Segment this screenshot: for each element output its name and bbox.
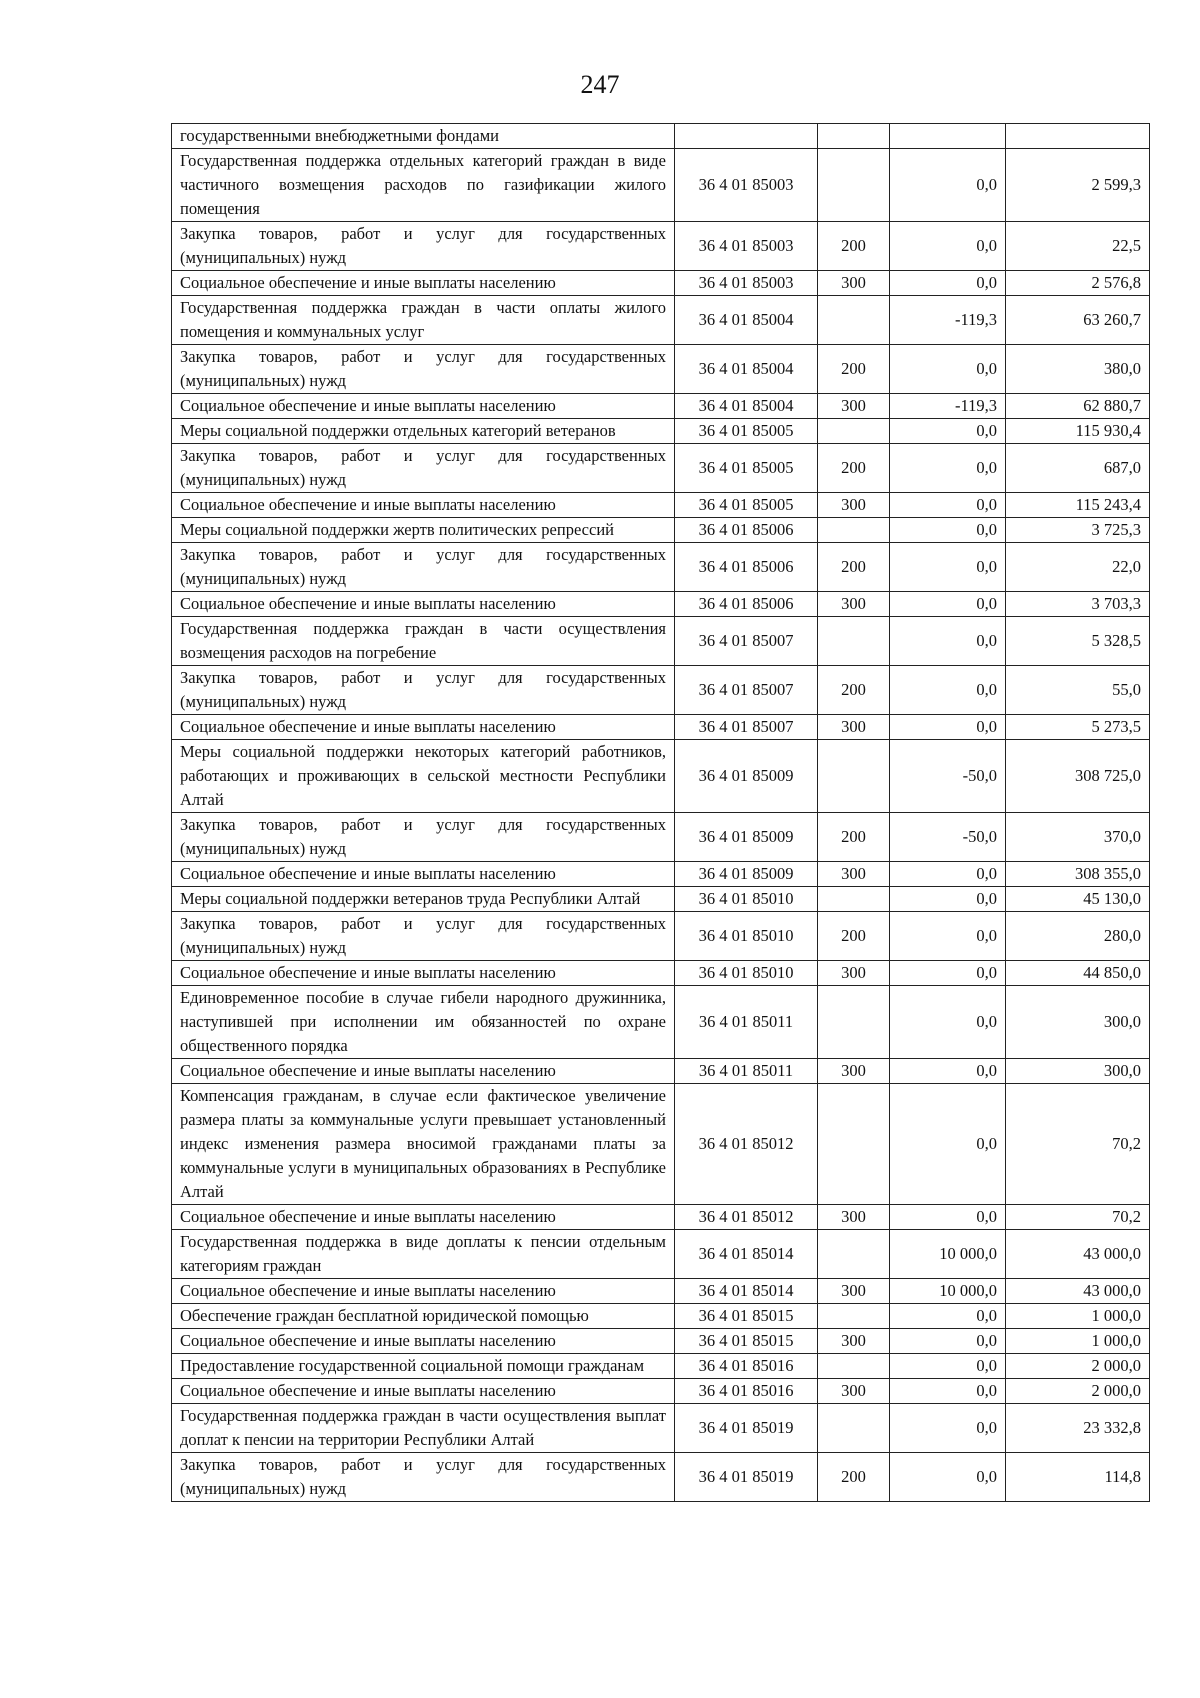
table-row [172,1205,1150,1230]
row-expense-type-cell: 200 [818,666,890,715]
row-code-cell: 36 4 01 85003 [675,149,818,222]
row-change-amount-cell: 0,0 [890,493,1006,518]
table-row [172,1453,1150,1502]
row-total-amount-cell: 70,2 [1006,1205,1150,1230]
row-name-cell: Единовременное пособие в случае гибели народного дружинника, наступившей при исполнении им обязанностей по охране общественного порядка [172,986,675,1059]
row-code-cell [675,124,818,149]
row-expense-type-cell: 300 [818,1329,890,1354]
table-row [172,444,1150,493]
row-code-cell: 36 4 01 85011 [675,1059,818,1084]
row-name-cell: Предоставление государственной социальной помощи гражданам [172,1354,675,1379]
row-code-cell: 36 4 01 85005 [675,444,818,493]
row-code-cell: 36 4 01 85005 [675,493,818,518]
table-row [172,887,1150,912]
row-change-amount-cell: 0,0 [890,1205,1006,1230]
row-code-cell: 36 4 01 85009 [675,740,818,813]
row-name-cell: Социальное обеспечение и иные выплаты населению [172,1379,675,1404]
row-change-amount-cell: 0,0 [890,666,1006,715]
row-change-amount-cell: -119,3 [890,394,1006,419]
row-total-amount-cell: 280,0 [1006,912,1150,961]
row-change-amount-cell: 0,0 [890,961,1006,986]
row-change-amount-cell: 0,0 [890,592,1006,617]
row-name-cell: Государственная поддержка в виде доплаты к пенсии отдельным категориям граждан [172,1230,675,1279]
row-expense-type-cell: 200 [818,345,890,394]
row-name-cell: Обеспечение граждан бесплатной юридической помощью [172,1304,675,1329]
row-total-amount-cell: 2 000,0 [1006,1354,1150,1379]
row-total-amount-cell: 43 000,0 [1006,1279,1150,1304]
row-change-amount-cell: 0,0 [890,862,1006,887]
row-name-cell: Социальное обеспечение и иные выплаты населению [172,1279,675,1304]
row-change-amount-cell: 0,0 [890,1453,1006,1502]
row-total-amount-cell [1006,124,1150,149]
row-total-amount-cell: 43 000,0 [1006,1230,1150,1279]
row-change-amount-cell: 0,0 [890,222,1006,271]
table-row [172,1230,1150,1279]
row-change-amount-cell: 0,0 [890,1304,1006,1329]
row-name-cell: Закупка товаров, работ и услуг для государственных (муниципальных) нужд [172,1453,675,1502]
row-total-amount-cell: 308 355,0 [1006,862,1150,887]
row-total-amount-cell: 22,5 [1006,222,1150,271]
row-code-cell: 36 4 01 85009 [675,862,818,887]
row-name-cell: Социальное обеспечение и иные выплаты населению [172,715,675,740]
row-expense-type-cell [818,149,890,222]
row-name-cell: Меры социальной поддержки отдельных категорий ветеранов [172,419,675,444]
row-name-cell: государственными внебюджетными фондами [172,124,675,149]
table-row [172,493,1150,518]
table-row [172,296,1150,345]
row-expense-type-cell [818,1354,890,1379]
row-expense-type-cell: 300 [818,862,890,887]
table-row [172,986,1150,1059]
row-expense-type-cell: 300 [818,715,890,740]
row-expense-type-cell [818,419,890,444]
row-total-amount-cell: 1 000,0 [1006,1329,1150,1354]
row-total-amount-cell: 115 930,4 [1006,419,1150,444]
row-total-amount-cell: 5 273,5 [1006,715,1150,740]
row-total-amount-cell: 2 576,8 [1006,271,1150,296]
row-name-cell: Закупка товаров, работ и услуг для государственных (муниципальных) нужд [172,345,675,394]
row-total-amount-cell: 5 328,5 [1006,617,1150,666]
row-expense-type-cell [818,740,890,813]
row-name-cell: Закупка товаров, работ и услуг для государственных (муниципальных) нужд [172,813,675,862]
row-change-amount-cell: 0,0 [890,1379,1006,1404]
row-code-cell: 36 4 01 85007 [675,666,818,715]
row-change-amount-cell: 0,0 [890,419,1006,444]
row-code-cell: 36 4 01 85012 [675,1084,818,1205]
row-code-cell: 36 4 01 85006 [675,543,818,592]
row-code-cell: 36 4 01 85006 [675,592,818,617]
row-change-amount-cell [890,124,1006,149]
table-row [172,394,1150,419]
row-total-amount-cell: 2 000,0 [1006,1379,1150,1404]
row-total-amount-cell: 114,8 [1006,1453,1150,1502]
table-row [172,1059,1150,1084]
row-expense-type-cell [818,887,890,912]
table-row [172,1354,1150,1379]
row-change-amount-cell: 0,0 [890,986,1006,1059]
row-total-amount-cell: 63 260,7 [1006,296,1150,345]
row-name-cell: Государственная поддержка граждан в части осуществления выплат доплат к пенсии на территории Республики Алтай [172,1404,675,1453]
row-change-amount-cell: 0,0 [890,543,1006,592]
row-total-amount-cell: 380,0 [1006,345,1150,394]
row-name-cell: Социальное обеспечение и иные выплаты населению [172,592,675,617]
table-row [172,1279,1150,1304]
row-code-cell: 36 4 01 85003 [675,222,818,271]
row-total-amount-cell: 45 130,0 [1006,887,1150,912]
row-total-amount-cell: 55,0 [1006,666,1150,715]
row-change-amount-cell: 0,0 [890,1404,1006,1453]
row-name-cell: Социальное обеспечение и иные выплаты населению [172,493,675,518]
row-expense-type-cell: 200 [818,222,890,271]
row-expense-type-cell: 300 [818,271,890,296]
budget-table [171,123,1150,1502]
row-expense-type-cell [818,1304,890,1329]
row-code-cell: 36 4 01 85006 [675,518,818,543]
row-expense-type-cell: 200 [818,1453,890,1502]
row-name-cell: Социальное обеспечение и иные выплаты населению [172,1059,675,1084]
row-change-amount-cell: 0,0 [890,1059,1006,1084]
row-change-amount-cell: 0,0 [890,444,1006,493]
row-expense-type-cell [818,1230,890,1279]
table-row [172,740,1150,813]
row-code-cell: 36 4 01 85014 [675,1279,818,1304]
row-code-cell: 36 4 01 85007 [675,617,818,666]
row-name-cell: Закупка товаров, работ и услуг для государственных (муниципальных) нужд [172,912,675,961]
row-total-amount-cell: 3 725,3 [1006,518,1150,543]
row-total-amount-cell: 23 332,8 [1006,1404,1150,1453]
row-name-cell: Меры социальной поддержки некоторых категорий работников, работающих и проживающих в сельской местности Республики Алтай [172,740,675,813]
table-row [172,543,1150,592]
row-expense-type-cell: 300 [818,961,890,986]
table-row [172,1379,1150,1404]
row-expense-type-cell [818,518,890,543]
row-expense-type-cell [818,986,890,1059]
table-row [172,715,1150,740]
row-total-amount-cell: 370,0 [1006,813,1150,862]
row-code-cell: 36 4 01 85007 [675,715,818,740]
row-expense-type-cell: 300 [818,493,890,518]
row-expense-type-cell: 300 [818,1205,890,1230]
row-total-amount-cell: 70,2 [1006,1084,1150,1205]
budget-table-body [172,124,1150,1502]
row-code-cell: 36 4 01 85004 [675,296,818,345]
row-code-cell: 36 4 01 85014 [675,1230,818,1279]
row-name-cell: Закупка товаров, работ и услуг для государственных (муниципальных) нужд [172,543,675,592]
table-row [172,592,1150,617]
table-row [172,1404,1150,1453]
row-expense-type-cell: 300 [818,394,890,419]
row-name-cell: Социальное обеспечение и иные выплаты населению [172,271,675,296]
row-code-cell: 36 4 01 85010 [675,912,818,961]
row-name-cell: Социальное обеспечение и иные выплаты населению [172,394,675,419]
row-code-cell: 36 4 01 85004 [675,394,818,419]
row-change-amount-cell: 10 000,0 [890,1279,1006,1304]
row-total-amount-cell: 44 850,0 [1006,961,1150,986]
row-name-cell: Государственная поддержка граждан в части осуществления возмещения расходов на погребение [172,617,675,666]
table-row [172,1329,1150,1354]
row-code-cell: 36 4 01 85019 [675,1404,818,1453]
row-expense-type-cell [818,617,890,666]
row-total-amount-cell: 22,0 [1006,543,1150,592]
row-code-cell: 36 4 01 85011 [675,986,818,1059]
row-expense-type-cell: 200 [818,543,890,592]
row-code-cell: 36 4 01 85004 [675,345,818,394]
row-name-cell: Меры социальной поддержки ветеранов труда Республики Алтай [172,887,675,912]
table-row [172,1084,1150,1205]
row-code-cell: 36 4 01 85005 [675,419,818,444]
row-name-cell: Социальное обеспечение и иные выплаты населению [172,961,675,986]
row-code-cell: 36 4 01 85016 [675,1354,818,1379]
row-name-cell: Меры социальной поддержки жертв политических репрессий [172,518,675,543]
row-change-amount-cell: -119,3 [890,296,1006,345]
row-name-cell: Социальное обеспечение и иные выплаты населению [172,1329,675,1354]
row-code-cell: 36 4 01 85010 [675,887,818,912]
row-name-cell: Государственная поддержка отдельных категорий граждан в виде частичного возмещения расходов по газификации жилого помещения [172,149,675,222]
row-name-cell: Социальное обеспечение и иные выплаты населению [172,1205,675,1230]
page-number: 247 [580,70,620,99]
table-row [172,124,1150,149]
row-code-cell: 36 4 01 85019 [675,1453,818,1502]
row-expense-type-cell [818,1404,890,1453]
table-row [172,518,1150,543]
row-expense-type-cell: 200 [818,444,890,493]
row-name-cell: Государственная поддержка граждан в части оплаты жилого помещения и коммунальных услуг [172,296,675,345]
table-row [172,862,1150,887]
table-row [172,419,1150,444]
table-row [172,222,1150,271]
row-total-amount-cell: 687,0 [1006,444,1150,493]
row-name-cell: Закупка товаров, работ и услуг для государственных (муниципальных) нужд [172,666,675,715]
table-row [172,617,1150,666]
row-expense-type-cell: 300 [818,1379,890,1404]
row-name-cell: Закупка товаров, работ и услуг для государственных (муниципальных) нужд [172,444,675,493]
row-expense-type-cell [818,296,890,345]
row-expense-type-cell: 300 [818,1059,890,1084]
row-code-cell: 36 4 01 85010 [675,961,818,986]
row-code-cell: 36 4 01 85003 [675,271,818,296]
row-change-amount-cell: 0,0 [890,912,1006,961]
table-row [172,345,1150,394]
row-code-cell: 36 4 01 85009 [675,813,818,862]
row-total-amount-cell: 2 599,3 [1006,149,1150,222]
row-total-amount-cell: 62 880,7 [1006,394,1150,419]
row-change-amount-cell: 0,0 [890,617,1006,666]
row-expense-type-cell [818,124,890,149]
row-change-amount-cell: 0,0 [890,345,1006,394]
row-total-amount-cell: 300,0 [1006,986,1150,1059]
table-row [172,961,1150,986]
row-change-amount-cell: -50,0 [890,740,1006,813]
row-change-amount-cell: 10 000,0 [890,1230,1006,1279]
table-row [172,912,1150,961]
table-row [172,149,1150,222]
row-expense-type-cell: 200 [818,813,890,862]
row-total-amount-cell: 115 243,4 [1006,493,1150,518]
row-name-cell: Закупка товаров, работ и услуг для государственных (муниципальных) нужд [172,222,675,271]
row-code-cell: 36 4 01 85015 [675,1329,818,1354]
row-change-amount-cell: 0,0 [890,149,1006,222]
row-change-amount-cell: 0,0 [890,887,1006,912]
row-change-amount-cell: 0,0 [890,271,1006,296]
row-expense-type-cell [818,1084,890,1205]
row-expense-type-cell: 300 [818,1279,890,1304]
table-row [172,271,1150,296]
row-change-amount-cell: 0,0 [890,1354,1006,1379]
row-name-cell: Социальное обеспечение и иные выплаты населению [172,862,675,887]
table-row [172,1304,1150,1329]
row-expense-type-cell: 300 [818,592,890,617]
row-change-amount-cell: 0,0 [890,518,1006,543]
table-row [172,813,1150,862]
row-change-amount-cell: 0,0 [890,1084,1006,1205]
row-name-cell: Компенсация гражданам, в случае если фактическое увеличение размера платы за коммунальные услуги превышает установленный индекс изменения размера вносимой гражданами платы за коммунальные услуги в муниципальных образованиях в Республике Алтай [172,1084,675,1205]
table-row [172,666,1150,715]
row-code-cell: 36 4 01 85012 [675,1205,818,1230]
row-total-amount-cell: 1 000,0 [1006,1304,1150,1329]
row-change-amount-cell: 0,0 [890,1329,1006,1354]
row-total-amount-cell: 3 703,3 [1006,592,1150,617]
row-change-amount-cell: 0,0 [890,715,1006,740]
row-change-amount-cell: -50,0 [890,813,1006,862]
row-code-cell: 36 4 01 85016 [675,1379,818,1404]
row-total-amount-cell: 308 725,0 [1006,740,1150,813]
row-expense-type-cell: 200 [818,912,890,961]
row-code-cell: 36 4 01 85015 [675,1304,818,1329]
row-total-amount-cell: 300,0 [1006,1059,1150,1084]
